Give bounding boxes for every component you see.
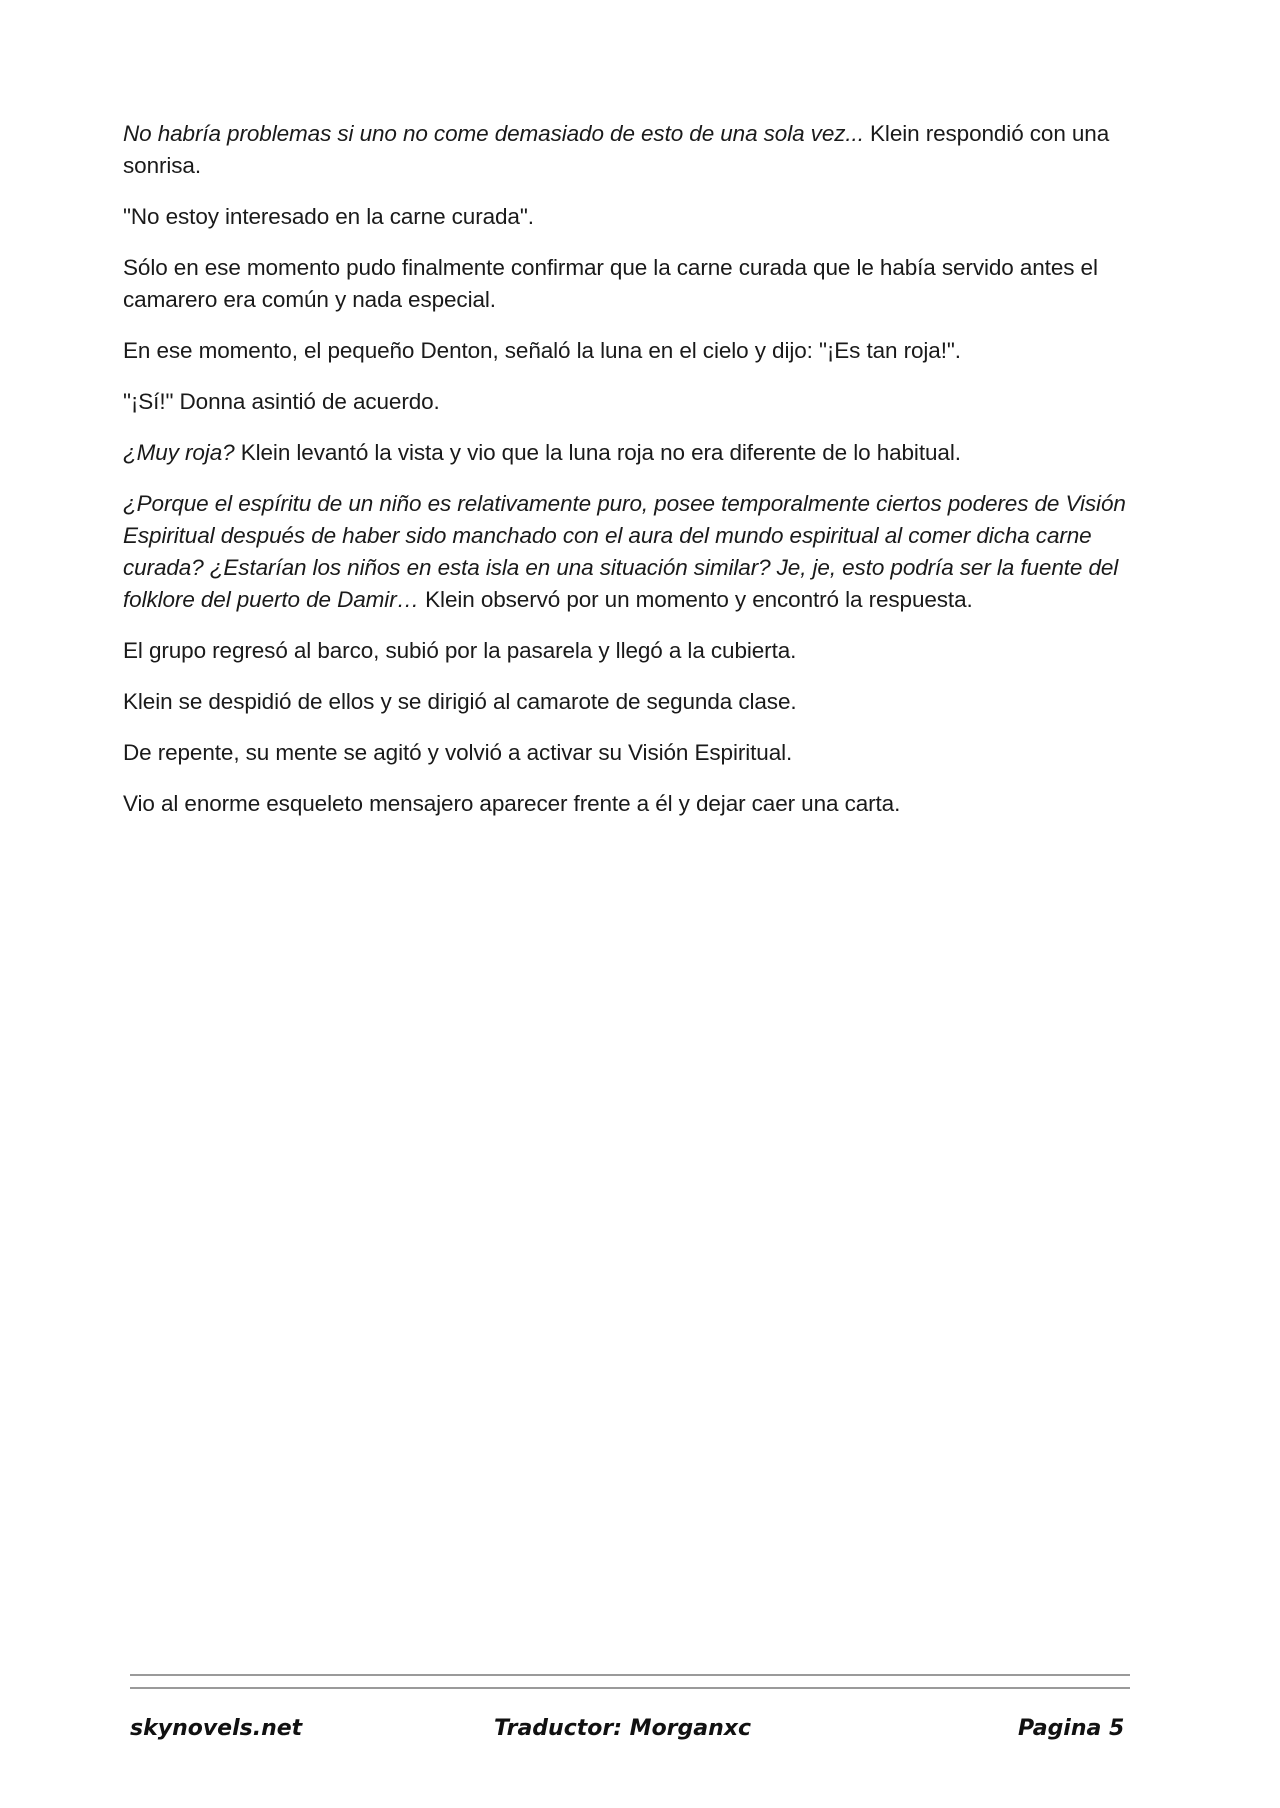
footer-divider [130,1674,1130,1700]
footer-rule-bottom [130,1687,1130,1689]
paragraph [123,686,1138,718]
paragraph [123,737,1138,769]
paragraph [123,635,1138,667]
paragraph-text: Vio al enorme esqueleto mensajero aparecer frente a él y dejar caer una carta. [123,791,901,816]
paragraph-text: En ese momento, el pequeño Denton, señaló la luna en el cielo y dijo: "¡Es tan roja!". [123,338,961,363]
paragraph [123,788,1138,820]
paragraph [123,118,1138,182]
paragraph [123,335,1138,367]
footer-site: skynovels.net [130,1716,303,1741]
paragraph-text: Klein respondió con una sonrisa. [123,121,1110,178]
paragraph-text: "¡Sí!" Donna asintió de acuerdo. [123,389,440,414]
paragraph-text: De repente, su mente se agitó y volvió a activar su Visión Espiritual. [123,740,793,765]
paragraph-italic-text: ¿Porque el espíritu de un niño es relativamente puro, posee temporalmente ciertos poderes de Visión Espiritual después de haber sido manchado con el aura del mundo espiritual al comer dicha carne curada? ¿Estarían los niños en esta isla en una situación similar? Je, je, esto podría ser la fuente del folklore del puerto de Damir… [123,491,1126,612]
paragraph-text: Klein se despidió de ellos y se dirigió al camarote de segunda clase. [123,689,797,714]
paragraph-italic-text: No habría problemas si uno no come demasiado de esto de una sola vez... [123,121,864,146]
paragraph [123,201,1138,233]
paragraph-text: Klein observó por un momento y encontró la respuesta. [418,587,973,612]
document-body [123,118,1138,839]
page-footer [0,1716,1280,1750]
paragraph [123,488,1138,616]
footer-page-number: Pagina 5 [1018,1716,1125,1741]
paragraph [123,437,1138,469]
footer-rule-top [130,1674,1130,1676]
paragraph-text: Klein levantó la vista y vio que la luna roja no era diferente de lo habitual. [234,440,961,465]
paragraph [123,386,1138,418]
paragraph-italic-text: ¿Muy roja? [123,440,235,465]
paragraph [123,252,1138,316]
footer-translator: Traductor: Morganxc [494,1716,752,1741]
paragraph-text: "No estoy interesado en la carne curada". [123,204,534,229]
paragraph-text: El grupo regresó al barco, subió por la pasarela y llegó a la cubierta. [123,638,797,663]
paragraph-text: Sólo en ese momento pudo finalmente confirmar que la carne curada que le había servido antes el camarero era común y nada especial. [123,255,1098,312]
